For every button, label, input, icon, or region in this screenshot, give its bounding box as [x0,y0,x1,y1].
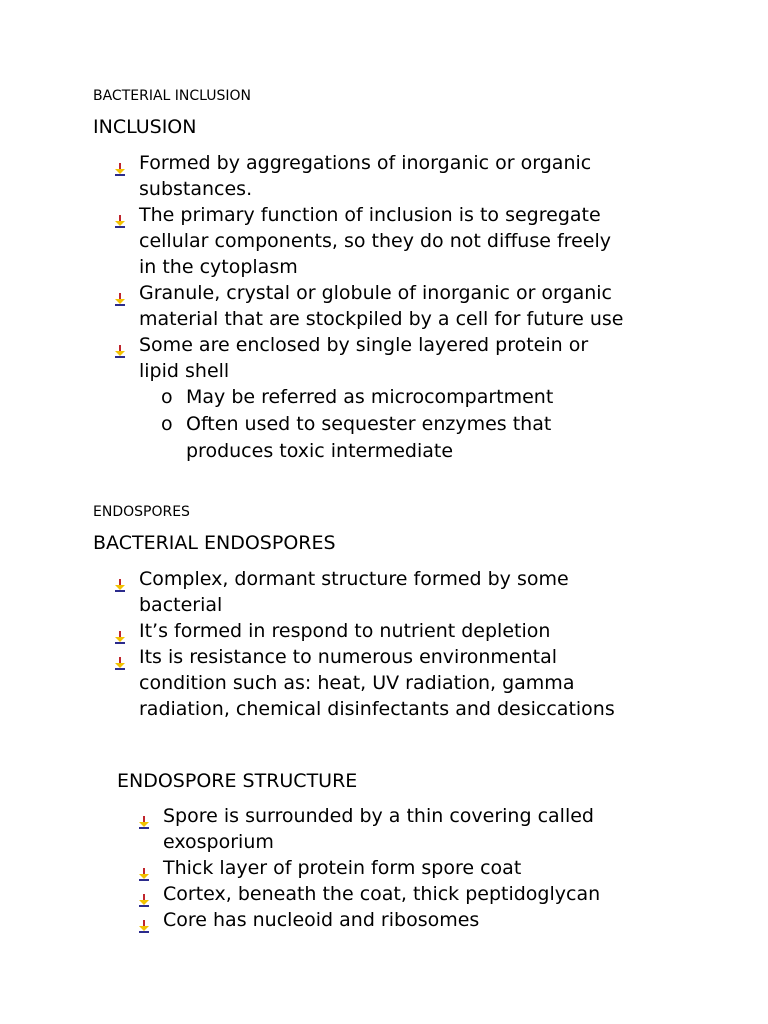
down-arrow-icon [113,209,127,223]
down-arrow-icon [137,914,151,928]
bullet-text-line: Formed by aggregations of inorganic or organic [139,152,592,174]
circle-bullet-marker: o [161,386,173,408]
bullet-item [137,855,737,881]
inclusion-bullet-list [113,150,713,465]
bullet-text-line: cellular components, so they do not diffuse freely [139,230,611,252]
down-arrow-icon [137,810,151,824]
sub-bullet-text-line: May be referred as microcompartment [186,386,554,408]
bullet-text-line: Cortex, beneath the coat, thick peptidoglycan [163,883,601,905]
section-label-bacterial-inclusion: BACTERIAL INCLUSION [93,88,252,104]
endospores-bullet-list [113,566,713,722]
bullet-item [113,332,713,384]
bullet-item [137,907,737,933]
bullet-text-line: condition such as: heat, UV radiation, gamma [139,672,575,694]
bullet-text-line: substances. [139,178,253,200]
down-arrow-icon [113,651,127,665]
bullet-item [113,644,713,722]
bullet-text-line: lipid shell [139,360,230,382]
bullet-text-line: in the cytoplasm [139,256,298,278]
bullet-text-line: Spore is surrounded by a thin covering called [163,805,594,827]
bullet-text-line: radiation, chemical disinfectants and desiccations [139,698,615,720]
down-arrow-icon [113,573,127,587]
bullet-text-line: Complex, dormant structure formed by some [139,568,569,590]
endospore-structure-bullet-list [137,803,737,933]
bullet-text-line: Core has nucleoid and ribosomes [163,909,480,931]
down-arrow-icon [113,625,127,639]
bullet-text-line: Its is resistance to numerous environmental [139,646,557,668]
down-arrow-icon [113,157,127,171]
sub-bullet-item [161,384,713,411]
heading-bacterial-endospores: BACTERIAL ENDOSPORES [93,532,336,554]
sub-bullet-text-line: Often used to sequester enzymes that [186,413,552,435]
bullet-item [113,280,713,332]
heading-inclusion: INCLUSION [93,116,197,138]
down-arrow-icon [137,888,151,902]
sub-bullet-item [161,411,713,465]
bullet-item [137,803,737,855]
bullet-text-line: Granule, crystal or globule of inorganic or organic [139,282,613,304]
bullet-item [113,566,713,618]
bullet-text-line: exosporium [163,831,274,853]
bullet-text-line: material that are stockpiled by a cell for future use [139,308,624,330]
down-arrow-icon [137,862,151,876]
section-label-endospores: ENDOSPORES [93,504,190,520]
sub-bullet-text-line: produces toxic intermediate [186,440,454,462]
bullet-text-line: The primary function of inclusion is to segregate [139,204,601,226]
bullet-item [137,881,737,907]
bullet-text-line: It’s formed in respond to nutrient depletion [139,620,551,642]
bullet-text-line: Some are enclosed by single layered protein or [139,334,589,356]
circle-bullet-marker: o [161,413,173,435]
down-arrow-icon [113,287,127,301]
bullet-text-line: Thick layer of protein form spore coat [163,857,522,879]
bullet-text-line: bacterial [139,594,223,616]
bullet-item [113,150,713,202]
down-arrow-icon [113,339,127,353]
heading-endospore-structure: ENDOSPORE STRUCTURE [117,770,358,792]
inclusion-sub-bullet-list [161,384,713,465]
bullet-item [113,618,713,644]
bullet-item [113,202,713,280]
